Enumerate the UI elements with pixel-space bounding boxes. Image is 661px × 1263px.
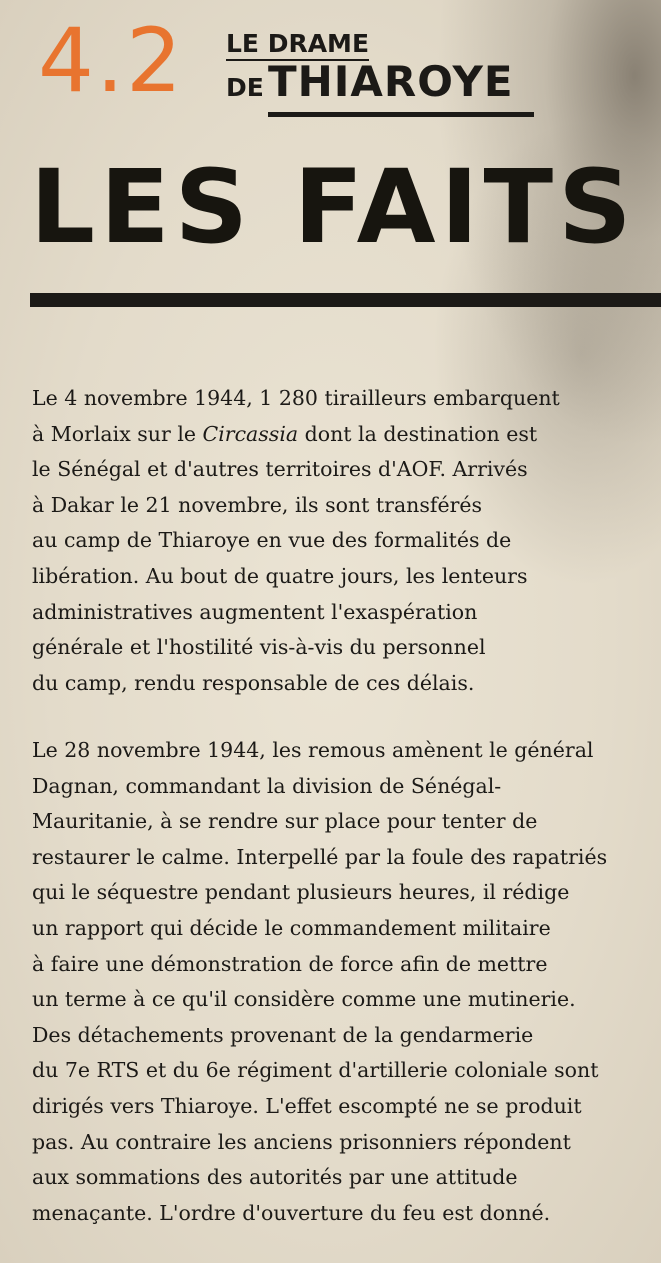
text-line: un rapport qui décide le commandement militaire bbox=[32, 915, 551, 940]
text-line: un terme à ce qu'il considère comme une mutinerie. bbox=[32, 987, 576, 1012]
subtitle-line-1 bbox=[226, 30, 369, 58]
text-line: Mauritanie, à se rendre sur place pour tenter de bbox=[32, 809, 538, 834]
title-divider bbox=[30, 293, 661, 307]
text-line: administratives augmentent l'exaspération bbox=[32, 599, 478, 624]
text-line: pas. Au contraire les anciens prisonniers répondent bbox=[32, 1129, 571, 1154]
text-fragment: à Morlaix sur le bbox=[32, 421, 203, 446]
text-line: le Sénégal et d'autres territoires d'AOF. Arrivés bbox=[32, 457, 528, 482]
text-line: générale et l'hostilité vis-à-vis du personnel bbox=[32, 635, 486, 660]
text-line: Des détachements provenant de la gendarmerie bbox=[32, 1022, 534, 1047]
page-title: LES FAITS bbox=[30, 148, 637, 267]
text-line: aux sommations des autorités par une attitude bbox=[32, 1165, 518, 1190]
text-line: restaurer le calme. Interpellé par la foule des rapatriés bbox=[32, 844, 608, 869]
text-line: au camp de Thiaroye en vue des formalités de bbox=[32, 528, 512, 553]
text-line: à faire une démonstration de force afin de mettre bbox=[32, 951, 548, 976]
text-line: Le 4 novembre 1944, 1 280 tirailleurs embarquent bbox=[32, 386, 560, 410]
subtitle-line-1-text: LE DRAME bbox=[226, 29, 370, 58]
text-line: menaçante. L'ordre d'ouverture du feu est donné. bbox=[32, 1200, 551, 1225]
text-line: libération. Au bout de quatre jours, les lenteurs bbox=[32, 563, 528, 588]
text-fragment: dont la destination est bbox=[298, 421, 538, 446]
text-line bbox=[32, 417, 657, 453]
subtitle-line-2: THIAROYE bbox=[268, 57, 514, 106]
text-line: Dagnan, commandant la division de Sénégal- bbox=[32, 773, 502, 798]
subtitle-prefix: DE bbox=[226, 73, 264, 102]
text-line: du camp, rendu responsable de ces délais. bbox=[32, 670, 475, 695]
paragraph-2 bbox=[32, 733, 657, 1231]
text-line: à Dakar le 21 novembre, ils sont transférés bbox=[32, 492, 483, 517]
text-line: du 7e RTS et du 6e régiment d'artillerie coloniale sont bbox=[32, 1058, 599, 1083]
text-line: qui le séquestre pendant plusieurs heures, il rédige bbox=[32, 880, 570, 905]
ship-name: Circassia bbox=[202, 421, 299, 446]
text-line: Le 28 novembre 1944, les remous amènent le général bbox=[32, 738, 594, 762]
subtitle-rule bbox=[268, 112, 534, 117]
section-header bbox=[38, 9, 518, 122]
text-line: dirigés vers Thiaroye. L'effet escompté ne se produit bbox=[32, 1093, 582, 1118]
paragraph-1 bbox=[32, 381, 657, 701]
section-number: 4.2 bbox=[38, 9, 184, 112]
